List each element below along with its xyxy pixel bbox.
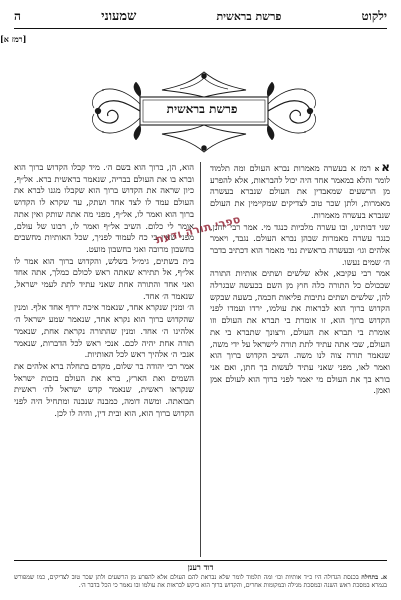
remez-label: [רמז א] [0,34,27,44]
parasha-title: פרשת בראשית [166,101,238,116]
page-number: ה [14,8,21,23]
footer-divider [14,560,387,561]
paragraph-text: שני דבותינו, ובו עשרה מלכיות כנגד מי. אמר רבי יוחנן, כנגד עשרה מאמרות שבהן נברא העולם. נגבד, ויאמר אלהים וגו׳ ובעשרה בראשית נמי מאמר הוא דכתיב בדבר ה׳ שמים נעשו. [210,221,390,267]
paragraph-text: אמר רבי יהודה בר שלום, מקדם בתחלה ברא אלהים את השמים ואת הארץ, ברא את העולם בזכות ישראל שנקראו ראשית, שנאמר קדש ישראל לה׳ ראשית תבואתה. ומשה דומה, כמבנה שנבנה ומתחיל היה לפני הקדוש ברוך הוא, הוא ובית דין, והיה לו לכן. [14,360,194,418]
column-divider [200,162,201,557]
paragraph [210,162,390,222]
header-right-title: ילקוט [361,8,387,23]
header-center-title: פרשת בראשית [216,9,282,23]
opening-letter: א [381,162,390,174]
footer-label: דוד רענן [187,562,214,572]
paragraph [210,268,390,397]
footnote-head: א. בתחלה [361,574,387,581]
paragraph [14,256,194,303]
paragraph-text: רמז א בעשרה מאמרות נברא העולם ומה תלמוד לומר והלא במאמר אחד היה יכול להבראות, אלא להפרע מן הרשעים שמאבדין את העולם שנברא בעשרה מאמרות, ולתן שכר טוב לצדיקים שמקיימין את העולם שנברא בעשרה מאמרות. [210,163,390,220]
text-column-left [14,162,194,560]
header-divider [14,28,387,29]
paragraph-text: ה׳ ומנין שנקרא אחד, שנאמר איכה ירדף אחד אלף. ומנין שהקדוש ברוך הוא נקרא אחד, שנאמר שמע ישראל ה׳ אלהינו ה׳ אחד. ומנין שהתורה נקראת אחת, שנאמר תורה אחת יהיה לכם. אנכי ראש לכל הדברות, שנאמר אנכי ה׳ אלהיך ראש לכל האותיות. [14,302,194,360]
paragraph [210,222,390,269]
paragraph [14,361,194,420]
paragraph-text: אמר רבי עקיבא, אלא שלשים ושתים אותיות התורה שבכולם כל התורה כלה חוץ מן השם בכעשה שבגרלה להן, שלשים ושתים נתיבות פליאות חכמה, בשעה שבקש הקדוש ברוך הוא לבראות את עולמו, ירדו ועמדו לפני הקדוש ברוך הוא, זו אומרת בי תברא את העולם וזו אומרת בי תברא את העולם, ורצונך שתברא בי את העולם, שבי אתה עתיד לתת תורה לישראל על ידי משה, שנאמר תורה צוה לנו משה. השיב הקדוש ברוך הוא ואמר לאו, מפני שאני עתיד לעשות בך חתן, ואם אני בורא בך את העולם מי יאמר לפני ברוך הוא לעולם אמן ואמן. [210,268,390,396]
footnote [14,574,387,598]
header-left-title: שמעוני [101,9,137,24]
running-header [14,6,387,26]
paragraph-text: בית בשתים, גימ״ל בשלש, והקדוש ברוך הוא אמר לו אל״ף, אל תתירא שאתה ראש לכולם כמלך, אתה אחד ואני אחד והתורה אחת שאני עתיד לתת לעמי ישראל, שנאמר ה׳ אחד. [14,255,194,301]
remez-marker: א [374,164,380,173]
paragraph [14,302,194,361]
footnote-text: בכנסת הגדולה היו כ״ד אותיות וכו׳ ומה תלמוד לומר שלא נבראת להם העולם אלא להפרע מן הרשעים ולתן שכר טוב לצדיקים, כמו שמפורש בגמרא במסכת ראש השנה ובמסכת מגילה ובמקומות אחרים, והקדוש ברוך הוא ביקש לבראות את עולמו ובו נאמר כי הכל בדבר ה׳. [14,574,387,589]
paragraph-text: הוא, הן, ברוך הוא בשם ה׳. מיד קבלו הקדוש ברוך הוא וברא בו את העולם בבריה, שנאמר בראשית ברא. אל״ף, כיון שראה את הקדוש ברוך הוא שקבלו מגנו לברא את העולם עמד לו לצד אחד ושתק, עד שקרא לו הקדוש ברוך הוא ואמר לו, אל״ף, מפני מה אתה שותק ואין אתה אומר לי כלום. השיב אל״ף ואמר לו, רבונו של עולם, מפני שאין בי כח לעמוד לפניך, שכל האותיות מחשבים בחשבון מרובה ואני בחשבון מועט. [14,162,194,254]
paragraph [14,162,194,256]
text-column-right [210,162,390,560]
library-stamp: ספרי תורה ודעת [154,212,242,246]
